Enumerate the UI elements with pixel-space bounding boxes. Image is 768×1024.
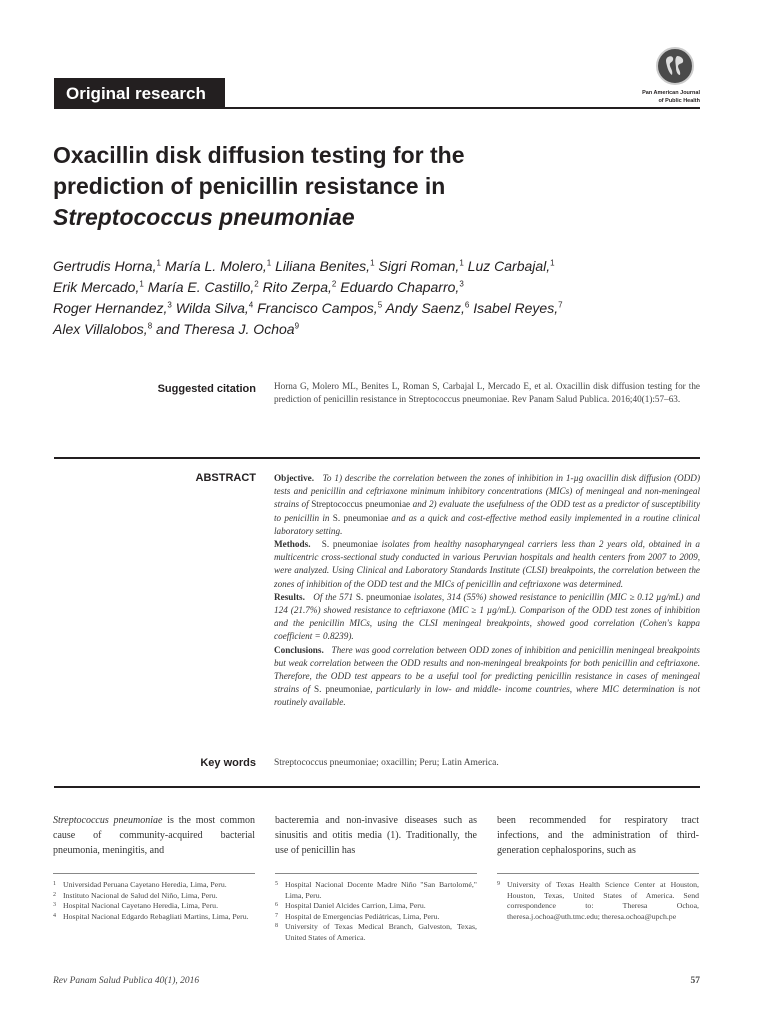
footnote-rule-3 bbox=[497, 873, 699, 874]
footnote: 2 Instituto Nacional de Salud del Niño, Lima, Peru. bbox=[53, 890, 218, 900]
citation-text: Horna G, Molero ML, Benites L, Roman S, Carbajal L, Mercado E, et al. Oxacillin disk diffusion testing for the prediction of penicillin resistance in Streptococcus pneumoniae. Rev Panam Salud Publica. 2016;40(1):57–63. bbox=[274, 381, 700, 404]
footnote: 5 Hospital Nacional Docente Madre Niño "San Bartolomé," Lima, Peru. bbox=[275, 880, 477, 900]
footnote: 6 Hospital Daniel Alcides Carrion, Lima, Peru. bbox=[275, 901, 426, 910]
footnotes-col-1 bbox=[53, 880, 255, 922]
abstract-label: ABSTRACT bbox=[195, 472, 256, 484]
footnote: 4 Hospital Nacional Edgardo Rebagliati Martins, Lima, Peru. bbox=[53, 911, 249, 921]
body-column-3: been recommended for respiratory tract infections, and the administration of third-generation cephalosporins, such as bbox=[497, 815, 699, 856]
abstract-conclusions: Conclusions. There was good correlation between ODD zones of inhibition and penicillin meningeal breakpoints but weak correlation between the ODD results and non-meningeal breakpoints for both penicillin and ceftriaxone. Therefore, the ODD test appears to be a useful tool for predicting penicillin resistance in cases of meningeal strains of S. pneumoniae, particularly in low- and middle- income countries, where MIC determination is not routinely available. bbox=[274, 644, 701, 708]
citation-label: Suggested citation bbox=[157, 383, 256, 395]
footnote: 7 Hospital de Emergencias Pediátricas, Lima, Peru. bbox=[275, 911, 440, 921]
globe-logo-icon bbox=[656, 47, 694, 85]
footnote-rule-1 bbox=[53, 873, 255, 874]
journal-name: Pan American Journal of Public Health bbox=[642, 90, 700, 104]
footnote: 1 Universidad Peruana Cayetano Heredia, Lima, Peru. bbox=[53, 880, 227, 889]
article-title: Oxacillin disk diffusion testing for the prediction of penicillin resistance in Streptococcus pneumoniae bbox=[53, 142, 465, 230]
abstract-rule bbox=[54, 457, 700, 459]
abstract-results: Results. Of the 571 S. pneumoniae isolates, 314 (55%) showed resistance to penicillin (MIC ≥ 0.12 µg/mL) and 124 (21.7%) showed resistance to ceftriaxone (MIC ≥ 1 µg/mL). Comparison of the ODD test zones of inhibition and the penicillin MICs, using the CLSI meningeal breakpoints, showed good correlation (Cohen's kappa coefficient = 0.8239). bbox=[274, 591, 701, 642]
body-rule bbox=[54, 786, 700, 788]
footnotes-col-2 bbox=[275, 880, 477, 943]
abstract-methods: Methods. S. pneumoniae isolates from healthy nasopharyngeal carriers less than 2 years old, obtained in a multicentric cross-sectional study conducted in various Peruvian hospitals and health centers from 2007 to 2009, were analyzed. Using Clinical and Laboratory Standards Institute (CLSI) breakpoints, the correlation between the zones of inhibition of the ODD test and the MICs of penicillin and ceftriaxone was determined. bbox=[274, 539, 701, 589]
abstract-text bbox=[274, 472, 700, 710]
page-number: 57 bbox=[690, 976, 700, 986]
footer-journal: Rev Panam Salud Publica 40(1), 2016 bbox=[53, 976, 200, 986]
footnote: 3 Hospital Nacional Cayetano Heredia, Lima, Peru. bbox=[53, 901, 219, 910]
keywords-text: Streptococcus pneumoniae; oxacillin; Peru; Latin America. bbox=[274, 758, 499, 768]
body-column-1: Streptococcus pneumoniae is the most common cause of community-acquired bacterial pneumonia, meningitis, and bbox=[53, 815, 255, 856]
footnote: 9 University of Texas Health Science Center at Houston, Houston, Texas, United States of America. Send correspondence to: Theresa Ochoa, theresa.j.ochoa@uth.tmc.edu; theresa.ochoa@upch.pe bbox=[497, 880, 699, 921]
header-rule bbox=[54, 107, 700, 109]
section-label: Original research bbox=[54, 78, 225, 109]
footnote: 8 University of Texas Medical Branch, Galveston, Texas, United States of America. bbox=[275, 922, 477, 942]
footnote-rule-2 bbox=[275, 873, 477, 874]
body-column-2: bacteremia and non-invasive diseases such as sinusitis and otitis media (1). Traditionally, the use of penicillin has bbox=[275, 815, 477, 856]
abstract-objective: Objective. To 1) describe the correlation between the zones of inhibition in 1-µg oxacillin disk diffusion (ODD) tests and penicillin and ceftriaxone minimum inhibitory concentrations (MICs) of meningeal and non-meningeal strains of Streptococcus pneumoniae and 2) evaluate the usefulness of the ODD test as a predictor of susceptibility to penicillin in S. pneumoniae and as a quick and cost-effective method easily implemented in a routine clinical laboratory setting. bbox=[274, 473, 701, 536]
author-list: Gertrudis Horna,$^1$ María L. Molero,$^1$ Liliana Benites,$^1$ Sigri Roman,$^1$ Luz Carbajal,$^1$ Erik Mercado,$^1$ María E. Castillo,$^2$ Rito Zerpa,$^2$ Eduardo Chaparro,$^3$ Roger Hernandez,$^3$ Wilda Silva,$^4$ Francisco Campos,$^5$ Andy Saenz,$^6$ Isabel Reyes,$^7$ Alex Villalobos,$^8$ and Theresa J. Ochoa$^9$ bbox=[53, 258, 563, 337]
footnotes-col-3 bbox=[497, 880, 699, 922]
keywords-label: Key words bbox=[200, 757, 256, 769]
